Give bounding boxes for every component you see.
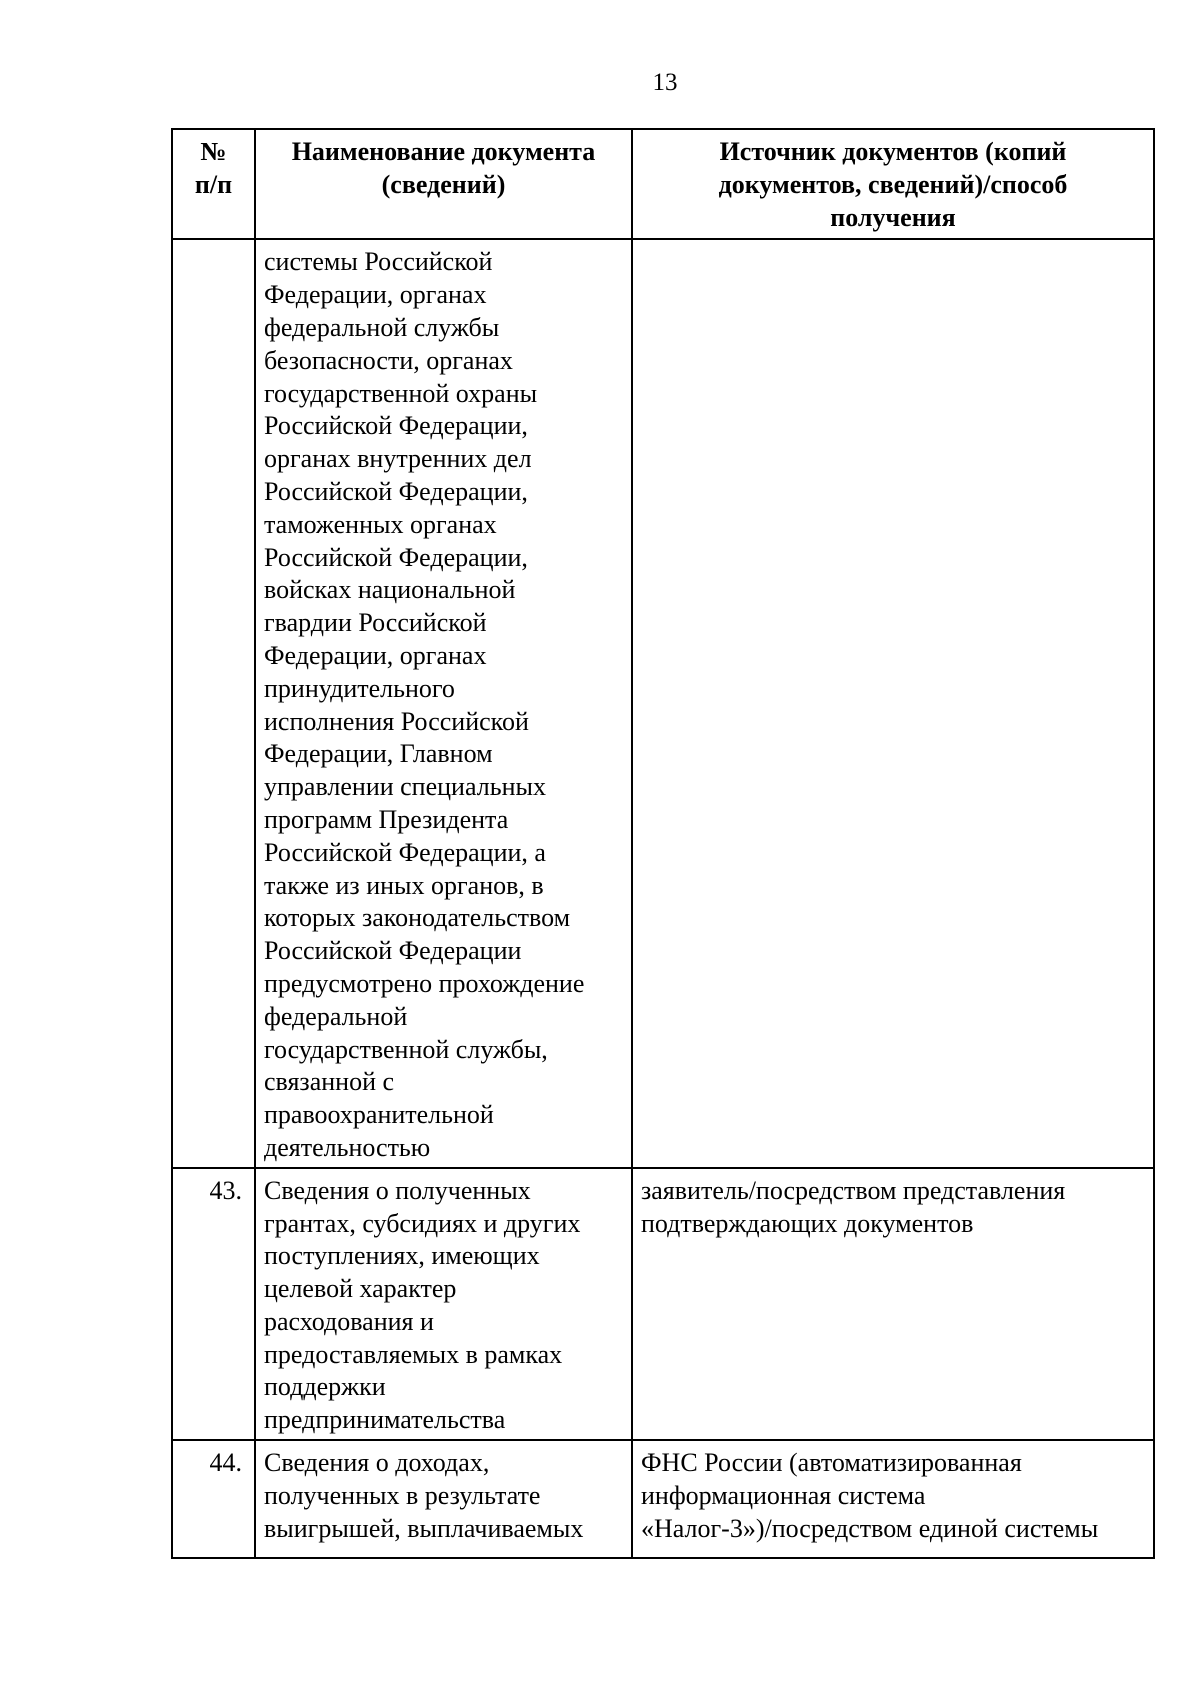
table-row — [172, 239, 1154, 1167]
row-number: 43. — [172, 1168, 255, 1440]
row-number: 44. — [172, 1440, 255, 1558]
row-document-name: Сведения о полученных грантах, субсидиях и других поступлениях, имеющих целевой характер расходования и предоставляемых в рамках поддержки предпринимательства — [255, 1168, 632, 1440]
table-row — [172, 1440, 1154, 1558]
page-number: 13 — [652, 69, 678, 96]
header-number: № п/п — [172, 129, 255, 239]
header-document-name: Наименование документа (сведений) — [255, 129, 632, 239]
row-document-name: Сведения о доходах, полученных в результате выигрышей, выплачиваемых — [255, 1440, 632, 1558]
table-header-row — [172, 129, 1154, 239]
row-source — [632, 239, 1154, 1167]
header-source: Источник документов (копий документов, сведений)/способ получения — [632, 129, 1154, 239]
table-row — [172, 1168, 1154, 1440]
row-document-name: системы Российской Федерации, органах федеральной службы безопасности, органах государственной охраны Российской Федерации, органах внутренних дел Российской Федерации, таможенных органах Российской Федерации, войсках национальной гвардии Российской Федерации, органах принудительного исполнения Российской Федерации, Главном управлении специальных программ Президента Российской Федерации, а также из иных органов, в которых законодательством Российской Федерации предусмотрено прохождение федеральной государственной службы, связанной с правоохранительной деятельностью — [255, 239, 632, 1167]
row-source: ФНС России (автоматизированная информационная система «Налог-3»)/посредством единой системы — [632, 1440, 1154, 1558]
row-number — [172, 239, 255, 1167]
documents-table — [171, 128, 1155, 1559]
row-source: заявитель/посредством представления подтверждающих документов — [632, 1168, 1154, 1440]
